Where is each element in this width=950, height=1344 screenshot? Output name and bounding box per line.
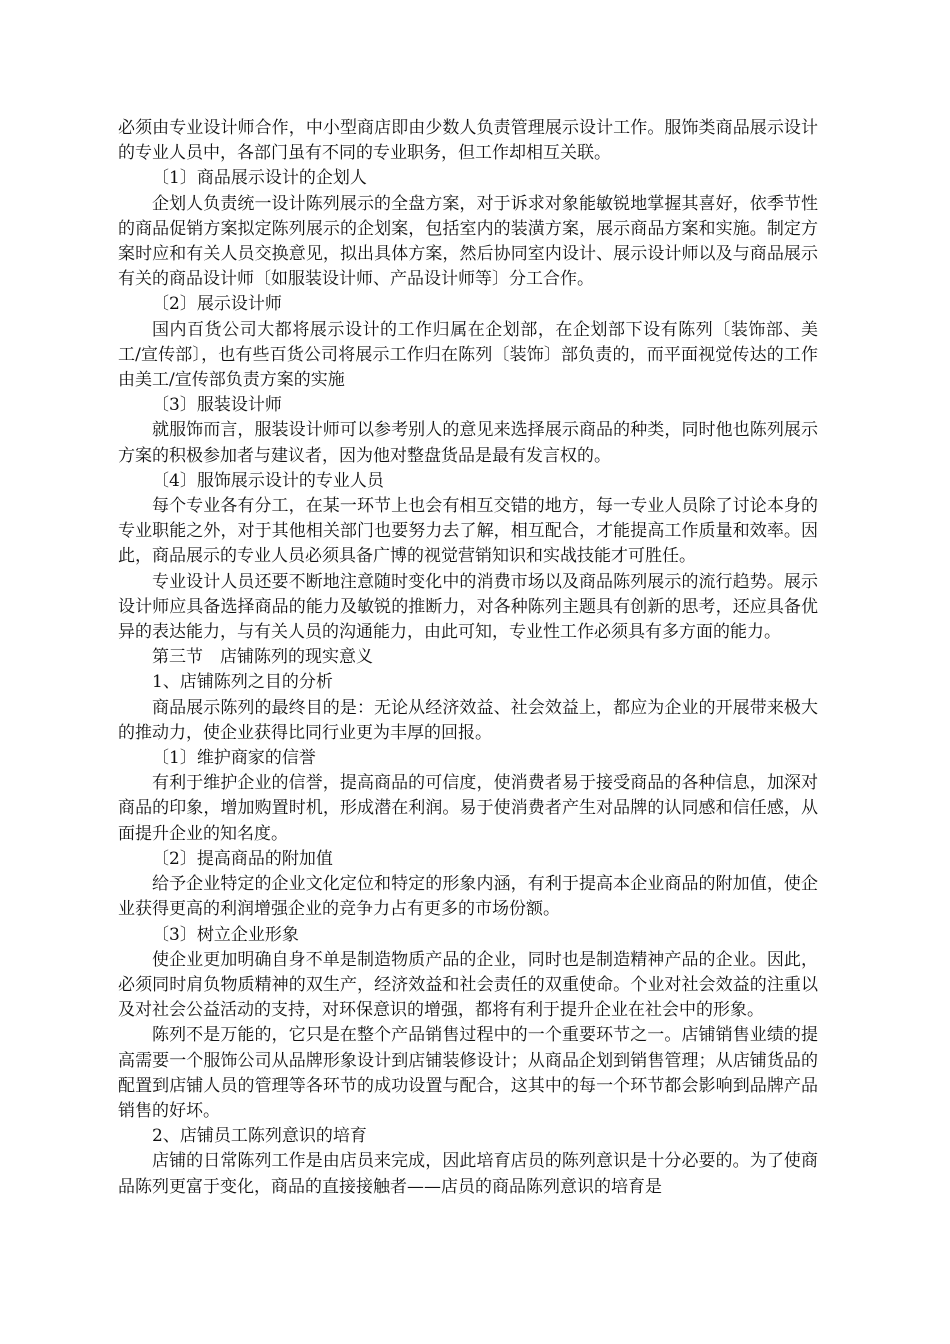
- section-heading: 〔1〕商品展示设计的企划人: [152, 168, 367, 189]
- body-paragraph: 有利于维护企业的信誉，提高商品的可信度，使消费者易于接受商品的各种信息，加深对商品的印象，增加购置时机，形成潜在利润。易于使消费者产生对品牌的认同感和信任感，从面提升企业的知名度。: [118, 773, 818, 844]
- body-paragraph: 商品展示陈列的最终目的是：无论从经济效益、社会效益上，都应为企业的开展带来极大的推动力，使企业获得比同行业更为丰厚的回报。: [118, 697, 818, 743]
- body-paragraph: 陈列不是万能的，它只是在整个产品销售过程中的一个重要环节之一。店铺销售业绩的提高需要一个服饰公司从品牌形象设计到店铺装修设计；从商品企划到销售管理；从店铺货品的配置到店铺人员的管理等各环节的成功设置与配合，这其中的每一个环节都会影响到品牌产品销售的好坏。: [118, 1025, 818, 1121]
- section-heading: 〔3〕服装设计师: [152, 395, 282, 416]
- body-paragraph: 使企业更加明确自身不单是制造物质产品的企业，同时也是制造精神产品的企业。因此，必须同时肩负物质精神的双生产，经济效益和社会责任的双重使命。个业对社会效益的注重以及对社会公益活动的支持，对环保意识的增强，都将有利于提升企业在社会中的形象。: [118, 949, 818, 1021]
- body-paragraph: 店铺的日常陈列工作是由店员来完成，因此培育店员的陈列意识是十分必要的。为了使商品陈列更富于变化，商品的直接接触者——店员的商品陈列意识的培育是: [118, 1151, 818, 1197]
- section-heading: 〔3〕树立企业形象: [152, 924, 299, 945]
- chapter-heading: 第三节 店铺陈列的现实意义: [152, 647, 373, 668]
- body-paragraph: 给予企业特定的企业文化定位和特定的形象内涵，有利于提高本企业商品的附加值，使企业获得更高的利润增强企业的竞争力占有更多的市场份额。: [118, 874, 818, 920]
- section-heading: 〔4〕服饰展示设计的专业人员: [152, 470, 384, 491]
- body-paragraph: 每个专业各有分工，在某一环节上也会有相互交错的地方，每一专业人员除了讨论本身的专业职能之外，对于其他相关部门也要努力去了解，相互配合，才能提高工作质量和效率。因此，商品展示的专业人员必须具备广博的视觉营销知识和实战技能才可胜任。: [118, 496, 818, 567]
- section-heading: 〔2〕提高商品的附加值: [152, 848, 333, 869]
- section-heading: 2、店铺员工陈列意识的培育: [152, 1126, 367, 1147]
- body-paragraph: 必须由专业设计师合作，中小型商店即由少数人负责管理展示设计工作。服饰类商品展示设计的专业人员中，各部门虽有不同的专业职务，但工作却相互关联。: [118, 118, 818, 164]
- body-paragraph: 国内百货公司大都将展示设计的工作归属在企划部，在企划部下设有陈列〔装饰部、美工/宣传部〕，也有些百货公司将展示工作归在陈列〔装饰〕部负责的，而平面视觉传达的工作由美工/宣传部负责方案的实施: [118, 319, 818, 391]
- section-heading: 1、店铺陈列之目的分析: [152, 672, 333, 693]
- body-paragraph: 专业设计人员还要不断地注意随时变化中的消费市场以及商品陈列展示的流行趋势。展示设计师应具备选择商品的能力及敏锐的推断力，对各种陈列主题具有创新的思考，还应具备优异的表达能力，与有关人员的沟通能力，由此可知，专业性工作必须具有多方面的能力。: [118, 571, 818, 643]
- document-page: [118, 116, 818, 1200]
- body-paragraph: 企划人负责统一设计陈列展示的全盘方案，对于诉求对象能敏锐地掌握其喜好，依季节性的商品促销方案拟定陈列展示的企划案，包括室内的装潢方案，展示商品方案和实施。制定方案时应和有关人员交换意见，拟出具体方案，然后协同室内设计、展示设计师以及与商品展示有关的商品设计师〔如服装设计师、产品设计师等〕分工合作。: [118, 193, 818, 290]
- section-heading: 〔1〕维护商家的信誉: [152, 748, 316, 769]
- section-heading: 〔2〕展示设计师: [152, 294, 282, 315]
- body-paragraph: 就服饰而言，服装设计师可以参考别人的意见来选择展示商品的种类，同时他也陈列展示方案的积极参加者与建议者，因为他对整盘货品是最有发言权的。: [118, 420, 818, 466]
